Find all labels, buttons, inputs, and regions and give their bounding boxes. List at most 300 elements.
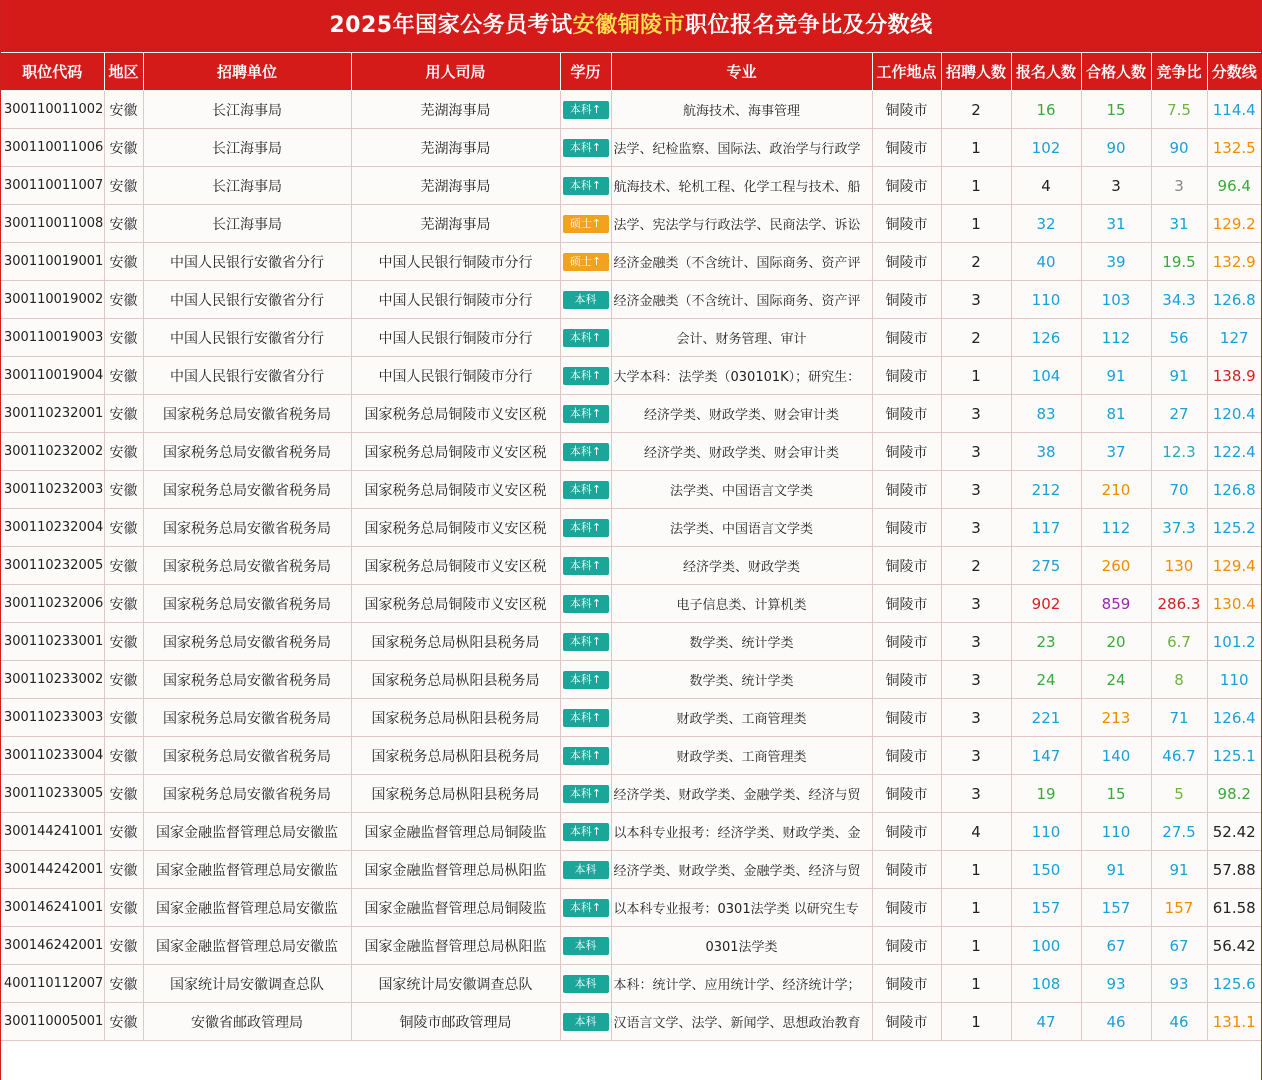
- hire-count: 1: [941, 357, 1011, 395]
- cutoff-score: 125.2: [1207, 509, 1261, 547]
- hire-count: 3: [941, 661, 1011, 699]
- education-badge: 本科↑: [563, 367, 609, 385]
- cutoff-score: 52.42: [1207, 813, 1261, 851]
- header-apply-count[interactable]: 报名人数: [1011, 53, 1081, 91]
- region: 安徽: [104, 167, 143, 205]
- region: 安徽: [104, 509, 143, 547]
- position-code: 300110011008: [1, 205, 104, 243]
- table-row[interactable]: [1, 661, 1261, 699]
- table-row[interactable]: [1, 243, 1261, 281]
- work-location: 铜陵市: [872, 357, 941, 395]
- education-cell: [560, 243, 611, 281]
- region: 安徽: [104, 129, 143, 167]
- major: 经济学类、财政学类、金融学类、经济与贸: [611, 851, 872, 889]
- header-score[interactable]: 分数线: [1207, 53, 1261, 91]
- competition-ratio: 90: [1151, 129, 1207, 167]
- work-location: 铜陵市: [872, 509, 941, 547]
- education-cell: [560, 319, 611, 357]
- competition-ratio: 157: [1151, 889, 1207, 927]
- qualified-count: 140: [1081, 737, 1151, 775]
- qualified-count: 3: [1081, 167, 1151, 205]
- education-cell: [560, 775, 611, 813]
- region: 安徽: [104, 1003, 143, 1041]
- qualified-count: 31: [1081, 205, 1151, 243]
- recruiting-unit: 长江海事局: [143, 205, 351, 243]
- qualified-count: 110: [1081, 813, 1151, 851]
- hire-count: 3: [941, 775, 1011, 813]
- work-location: 铜陵市: [872, 395, 941, 433]
- education-cell: [560, 281, 611, 319]
- qualified-count: 15: [1081, 91, 1151, 129]
- apply-count: 38: [1011, 433, 1081, 471]
- table-row[interactable]: [1, 889, 1261, 927]
- hiring-bureau: 芜湖海事局: [351, 91, 560, 129]
- hiring-bureau: 中国人民银行铜陵市分行: [351, 357, 560, 395]
- header-hire-count[interactable]: 招聘人数: [941, 53, 1011, 91]
- apply-count: 104: [1011, 357, 1081, 395]
- region: 安徽: [104, 471, 143, 509]
- hire-count: 3: [941, 699, 1011, 737]
- hiring-bureau: 铜陵市邮政管理局: [351, 1003, 560, 1041]
- qualified-count: 260: [1081, 547, 1151, 585]
- competition-ratio: 91: [1151, 357, 1207, 395]
- qualified-count: 81: [1081, 395, 1151, 433]
- education-badge: 本科: [563, 291, 609, 309]
- competition-ratio: 5: [1151, 775, 1207, 813]
- apply-count: 108: [1011, 965, 1081, 1003]
- region: 安徽: [104, 813, 143, 851]
- education-badge: 本科↑: [563, 747, 609, 765]
- hiring-bureau: 中国人民银行铜陵市分行: [351, 243, 560, 281]
- education-cell: [560, 357, 611, 395]
- education-badge: 本科↑: [563, 405, 609, 423]
- position-code: 300144242001: [1, 851, 104, 889]
- cutoff-score: 131.1: [1207, 1003, 1261, 1041]
- hire-count: 1: [941, 851, 1011, 889]
- education-cell: [560, 205, 611, 243]
- table-row[interactable]: [1, 129, 1261, 167]
- education-cell: [560, 813, 611, 851]
- work-location: 铜陵市: [872, 889, 941, 927]
- education-badge: 本科↑: [563, 823, 609, 841]
- cutoff-score: 122.4: [1207, 433, 1261, 471]
- header-code[interactable]: 职位代码: [1, 53, 104, 91]
- major: 经济金融类（不含统计、国际商务、资产评: [611, 243, 872, 281]
- work-location: 铜陵市: [872, 167, 941, 205]
- hire-count: 1: [941, 1003, 1011, 1041]
- education-cell: [560, 699, 611, 737]
- recruiting-unit: 国家税务总局安徽省税务局: [143, 509, 351, 547]
- apply-count: 147: [1011, 737, 1081, 775]
- qualified-count: 15: [1081, 775, 1151, 813]
- table-row[interactable]: [1, 167, 1261, 205]
- table-row[interactable]: [1, 91, 1261, 129]
- education-cell: [560, 927, 611, 965]
- education-cell: [560, 851, 611, 889]
- hire-count: 3: [941, 623, 1011, 661]
- qualified-count: 91: [1081, 357, 1151, 395]
- recruiting-unit: 中国人民银行安徽省分行: [143, 243, 351, 281]
- education-badge: 本科↑: [563, 785, 609, 803]
- table-row[interactable]: [1, 357, 1261, 395]
- region: 安徽: [104, 547, 143, 585]
- position-code: 300110233004: [1, 737, 104, 775]
- position-code: 300110019002: [1, 281, 104, 319]
- qualified-count: 91: [1081, 851, 1151, 889]
- qualified-count: 859: [1081, 585, 1151, 623]
- major: 经济学类、财政学类: [611, 547, 872, 585]
- header-ratio[interactable]: 竞争比: [1151, 53, 1207, 91]
- major: 航海技术、轮机工程、化学工程与技术、船: [611, 167, 872, 205]
- region: 安徽: [104, 965, 143, 1003]
- hiring-bureau: 国家统计局安徽调查总队: [351, 965, 560, 1003]
- education-badge: 本科↑: [563, 101, 609, 119]
- hiring-bureau: 国家税务总局铜陵市义安区税: [351, 433, 560, 471]
- position-code: 300110019001: [1, 243, 104, 281]
- table-row[interactable]: [1, 623, 1261, 661]
- region: 安徽: [104, 889, 143, 927]
- education-badge: 本科: [563, 937, 609, 955]
- recruiting-unit: 国家金融监督管理总局安徽监: [143, 927, 351, 965]
- table-row[interactable]: [1, 965, 1261, 1003]
- education-badge: 本科↑: [563, 329, 609, 347]
- cutoff-score: 129.2: [1207, 205, 1261, 243]
- qualified-count: 39: [1081, 243, 1151, 281]
- region: 安徽: [104, 737, 143, 775]
- work-location: 铜陵市: [872, 813, 941, 851]
- education-badge: 硕士↑: [563, 215, 609, 233]
- work-location: 铜陵市: [872, 281, 941, 319]
- recruiting-unit: 国家税务总局安徽省税务局: [143, 775, 351, 813]
- education-cell: [560, 661, 611, 699]
- major: 财政学类、工商管理类: [611, 699, 872, 737]
- qualified-count: 20: [1081, 623, 1151, 661]
- cutoff-score: 125.6: [1207, 965, 1261, 1003]
- major: 航海技术、海事管理: [611, 91, 872, 129]
- apply-count: 24: [1011, 661, 1081, 699]
- table-row[interactable]: [1, 471, 1261, 509]
- education-badge: 本科↑: [563, 899, 609, 917]
- table-row[interactable]: [1, 1003, 1261, 1041]
- major: 大学本科：法学类（030101K）；研究生：: [611, 357, 872, 395]
- work-location: 铜陵市: [872, 243, 941, 281]
- recruiting-unit: 国家税务总局安徽省税务局: [143, 585, 351, 623]
- header-region[interactable]: 地区: [104, 53, 143, 91]
- recruiting-unit: 长江海事局: [143, 129, 351, 167]
- recruiting-unit: 国家税务总局安徽省税务局: [143, 699, 351, 737]
- hire-count: 1: [941, 927, 1011, 965]
- cutoff-score: 138.9: [1207, 357, 1261, 395]
- hiring-bureau: 中国人民银行铜陵市分行: [351, 281, 560, 319]
- region: 安徽: [104, 623, 143, 661]
- position-code: 300110019003: [1, 319, 104, 357]
- cutoff-score: 130.4: [1207, 585, 1261, 623]
- qualified-count: 46: [1081, 1003, 1151, 1041]
- recruiting-unit: 国家金融监督管理总局安徽监: [143, 851, 351, 889]
- position-code: 300146242001: [1, 927, 104, 965]
- position-code: 300146241001: [1, 889, 104, 927]
- table-row[interactable]: [1, 851, 1261, 889]
- qualified-count: 210: [1081, 471, 1151, 509]
- major: 法学类、中国语言文学类: [611, 471, 872, 509]
- education-badge: 本科↑: [563, 177, 609, 195]
- position-code: 300110011007: [1, 167, 104, 205]
- competition-ratio: 71: [1151, 699, 1207, 737]
- education-cell: [560, 433, 611, 471]
- region: 安徽: [104, 243, 143, 281]
- cutoff-score: 101.2: [1207, 623, 1261, 661]
- position-code: 300110011002: [1, 91, 104, 129]
- hire-count: 1: [941, 205, 1011, 243]
- education-badge: 本科↑: [563, 481, 609, 499]
- cutoff-score: 114.4: [1207, 91, 1261, 129]
- qualified-count: 112: [1081, 509, 1151, 547]
- position-code: 300110005001: [1, 1003, 104, 1041]
- education-badge: 本科: [563, 1013, 609, 1031]
- hiring-bureau: 国家税务总局铜陵市义安区税: [351, 471, 560, 509]
- competition-ratio: 12.3: [1151, 433, 1207, 471]
- position-code: 300144241001: [1, 813, 104, 851]
- cutoff-score: 120.4: [1207, 395, 1261, 433]
- major: 经济金融类（不含统计、国际商务、资产评: [611, 281, 872, 319]
- table-row[interactable]: [1, 395, 1261, 433]
- position-code: 300110232003: [1, 471, 104, 509]
- recruiting-unit: 中国人民银行安徽省分行: [143, 357, 351, 395]
- header-major[interactable]: 专业: [611, 53, 872, 91]
- position-code: 300110233001: [1, 623, 104, 661]
- apply-count: 275: [1011, 547, 1081, 585]
- table-row[interactable]: [1, 927, 1261, 965]
- recruiting-unit: 长江海事局: [143, 91, 351, 129]
- header-row: [1, 53, 1261, 91]
- header-bureau[interactable]: 用人司局: [351, 53, 560, 91]
- hiring-bureau: 国家金融监督管理总局铜陵监: [351, 813, 560, 851]
- recruiting-unit: 国家税务总局安徽省税务局: [143, 433, 351, 471]
- major: 法学、宪法学与行政法学、民商法学、诉讼: [611, 205, 872, 243]
- hire-count: 1: [941, 965, 1011, 1003]
- header-location[interactable]: 工作地点: [872, 53, 941, 91]
- work-location: 铜陵市: [872, 1003, 941, 1041]
- recruiting-unit: 国家税务总局安徽省税务局: [143, 547, 351, 585]
- education-badge: 本科↑: [563, 595, 609, 613]
- cutoff-score: 132.9: [1207, 243, 1261, 281]
- apply-count: 19: [1011, 775, 1081, 813]
- recruiting-unit: 国家税务总局安徽省税务局: [143, 395, 351, 433]
- region: 安徽: [104, 91, 143, 129]
- apply-count: 4: [1011, 167, 1081, 205]
- apply-count: 110: [1011, 813, 1081, 851]
- major: 经济学类、财政学类、财会审计类: [611, 395, 872, 433]
- page-title: [1, 0, 1261, 53]
- table-row[interactable]: [1, 509, 1261, 547]
- hiring-bureau: 芜湖海事局: [351, 167, 560, 205]
- region: 安徽: [104, 775, 143, 813]
- competition-ratio: 46.7: [1151, 737, 1207, 775]
- recruiting-unit: 国家金融监督管理总局安徽监: [143, 813, 351, 851]
- education-badge: 本科↑: [563, 443, 609, 461]
- work-location: 铜陵市: [872, 699, 941, 737]
- table-row[interactable]: [1, 205, 1261, 243]
- position-code: 300110232004: [1, 509, 104, 547]
- apply-count: 23: [1011, 623, 1081, 661]
- position-code: 300110232005: [1, 547, 104, 585]
- education-cell: [560, 1003, 611, 1041]
- competition-ratio: 7.5: [1151, 91, 1207, 129]
- education-badge: 本科: [563, 861, 609, 879]
- cutoff-score: 129.4: [1207, 547, 1261, 585]
- education-cell: [560, 509, 611, 547]
- competition-ratio: 34.3: [1151, 281, 1207, 319]
- work-location: 铜陵市: [872, 91, 941, 129]
- region: 安徽: [104, 281, 143, 319]
- education-cell: [560, 395, 611, 433]
- apply-count: 212: [1011, 471, 1081, 509]
- work-location: 铜陵市: [872, 471, 941, 509]
- education-cell: [560, 129, 611, 167]
- region: 安徽: [104, 205, 143, 243]
- recruiting-unit: 长江海事局: [143, 167, 351, 205]
- competition-ratio: 3: [1151, 167, 1207, 205]
- table-row[interactable]: [1, 547, 1261, 585]
- competition-ratio: 91: [1151, 851, 1207, 889]
- hiring-bureau: 国家税务总局枞阳县税务局: [351, 623, 560, 661]
- work-location: 铜陵市: [872, 737, 941, 775]
- apply-count: 16: [1011, 91, 1081, 129]
- cutoff-score: 61.58: [1207, 889, 1261, 927]
- position-code: 300110011006: [1, 129, 104, 167]
- recruiting-unit: 国家税务总局安徽省税务局: [143, 737, 351, 775]
- qualified-count: 93: [1081, 965, 1151, 1003]
- header-qualified-count[interactable]: 合格人数: [1081, 53, 1151, 91]
- hire-count: 2: [941, 91, 1011, 129]
- hiring-bureau: 芜湖海事局: [351, 205, 560, 243]
- table-row[interactable]: [1, 433, 1261, 471]
- table-row[interactable]: [1, 775, 1261, 813]
- competition-ratio: 37.3: [1151, 509, 1207, 547]
- qualified-count: 67: [1081, 927, 1151, 965]
- hiring-bureau: 国家税务总局枞阳县税务局: [351, 699, 560, 737]
- apply-count: 150: [1011, 851, 1081, 889]
- recruiting-unit: 安徽省邮政管理局: [143, 1003, 351, 1041]
- recruiting-unit: 国家税务总局安徽省税务局: [143, 471, 351, 509]
- title-highlight: 安徽铜陵市: [572, 13, 686, 38]
- apply-count: 157: [1011, 889, 1081, 927]
- header-education[interactable]: 学历: [560, 53, 611, 91]
- hire-count: 3: [941, 585, 1011, 623]
- education-badge: 本科↑: [563, 633, 609, 651]
- competition-ratio: 27: [1151, 395, 1207, 433]
- competition-ratio: 31: [1151, 205, 1207, 243]
- header-unit[interactable]: 招聘单位: [143, 53, 351, 91]
- apply-count: 102: [1011, 129, 1081, 167]
- major: 汉语言文学、法学、新闻学、思想政治教育: [611, 1003, 872, 1041]
- competition-ratio: 93: [1151, 965, 1207, 1003]
- work-location: 铜陵市: [872, 547, 941, 585]
- hire-count: 1: [941, 889, 1011, 927]
- hire-count: 2: [941, 547, 1011, 585]
- major: 经济学类、财政学类、财会审计类: [611, 433, 872, 471]
- qualified-count: 213: [1081, 699, 1151, 737]
- education-cell: [560, 91, 611, 129]
- competition-ratio: 286.3: [1151, 585, 1207, 623]
- cutoff-score: 126.8: [1207, 471, 1261, 509]
- education-badge: 本科↑: [563, 519, 609, 537]
- cutoff-score: 110: [1207, 661, 1261, 699]
- competition-ratio: 67: [1151, 927, 1207, 965]
- apply-count: 902: [1011, 585, 1081, 623]
- position-code: 300110233003: [1, 699, 104, 737]
- table-row[interactable]: [1, 699, 1261, 737]
- education-cell: [560, 471, 611, 509]
- region: 安徽: [104, 661, 143, 699]
- position-code: 300110232002: [1, 433, 104, 471]
- table-row[interactable]: [1, 585, 1261, 623]
- recruiting-unit: 国家统计局安徽调查总队: [143, 965, 351, 1003]
- hire-count: 2: [941, 243, 1011, 281]
- work-location: 铜陵市: [872, 319, 941, 357]
- hire-count: 3: [941, 281, 1011, 319]
- position-code: 400110112007: [1, 965, 104, 1003]
- education-badge: 硕士↑: [563, 253, 609, 271]
- major: 数学类、统计学类: [611, 661, 872, 699]
- qualified-count: 24: [1081, 661, 1151, 699]
- work-location: 铜陵市: [872, 851, 941, 889]
- education-cell: [560, 167, 611, 205]
- hiring-bureau: 国家金融监督管理总局铜陵监: [351, 889, 560, 927]
- title-prefix: 2025年国家公务员考试: [329, 13, 573, 38]
- competition-ratio: 70: [1151, 471, 1207, 509]
- position-code: 300110019004: [1, 357, 104, 395]
- education-cell: [560, 889, 611, 927]
- work-location: 铜陵市: [872, 965, 941, 1003]
- region: 安徽: [104, 851, 143, 889]
- hire-count: 1: [941, 167, 1011, 205]
- work-location: 铜陵市: [872, 661, 941, 699]
- apply-count: 47: [1011, 1003, 1081, 1041]
- education-cell: [560, 585, 611, 623]
- region: 安徽: [104, 585, 143, 623]
- table-row[interactable]: [1, 737, 1261, 775]
- major: 财政学类、工商管理类: [611, 737, 872, 775]
- apply-count: 32: [1011, 205, 1081, 243]
- cutoff-score: 98.2: [1207, 775, 1261, 813]
- region: 安徽: [104, 699, 143, 737]
- table-row[interactable]: [1, 319, 1261, 357]
- hire-count: 4: [941, 813, 1011, 851]
- recruiting-unit: 国家税务总局安徽省税务局: [143, 661, 351, 699]
- hiring-bureau: 国家金融监督管理总局枞阳监: [351, 927, 560, 965]
- hiring-bureau: 国家税务总局铜陵市义安区税: [351, 547, 560, 585]
- apply-count: 221: [1011, 699, 1081, 737]
- apply-count: 117: [1011, 509, 1081, 547]
- cutoff-score: 125.1: [1207, 737, 1261, 775]
- education-badge: 本科↑: [563, 557, 609, 575]
- position-code: 300110233002: [1, 661, 104, 699]
- hiring-bureau: 芜湖海事局: [351, 129, 560, 167]
- table-row[interactable]: [1, 281, 1261, 319]
- hiring-bureau: 中国人民银行铜陵市分行: [351, 319, 560, 357]
- hire-count: 3: [941, 433, 1011, 471]
- table-row[interactable]: [1, 813, 1261, 851]
- education-badge: 本科↑: [563, 671, 609, 689]
- hire-count: 3: [941, 471, 1011, 509]
- title-suffix: 职位报名竞争比及分数线: [685, 13, 933, 38]
- hiring-bureau: 国家金融监督管理总局枞阳监: [351, 851, 560, 889]
- work-location: 铜陵市: [872, 775, 941, 813]
- education-badge: 本科↑: [563, 709, 609, 727]
- position-code: 300110233005: [1, 775, 104, 813]
- major: 0301法学类: [611, 927, 872, 965]
